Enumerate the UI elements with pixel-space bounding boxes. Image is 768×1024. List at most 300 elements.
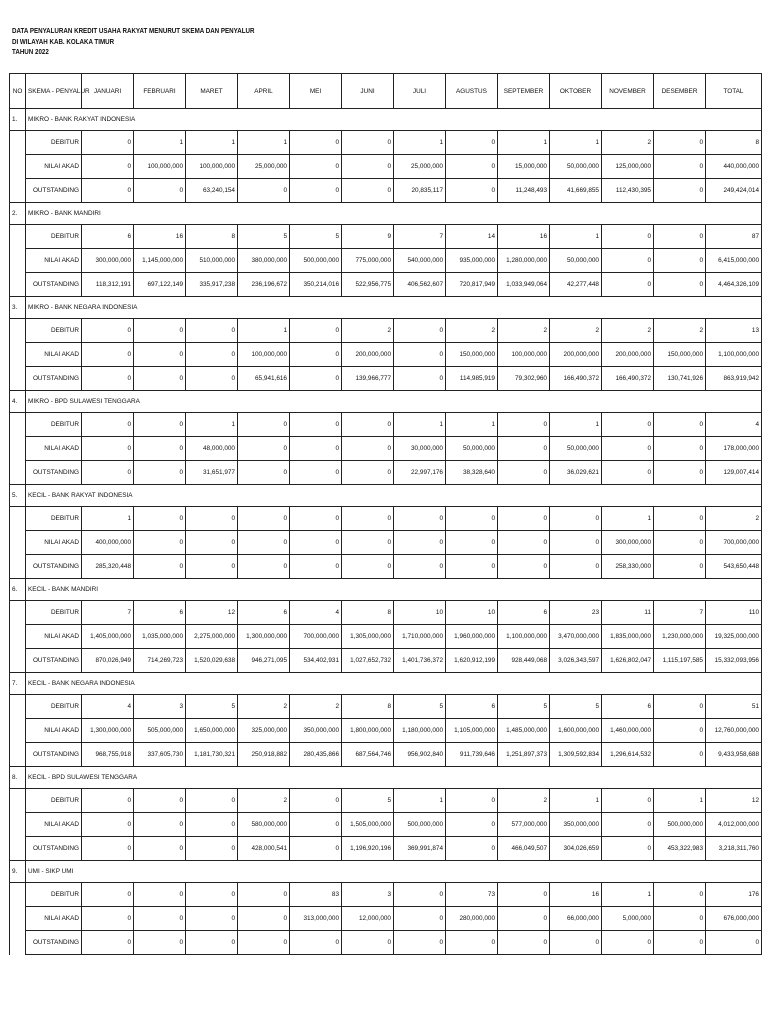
value-cell: 1,710,000,000 [394,625,446,649]
value-cell: 65,941,616 [238,367,290,391]
value-cell: 350,000,000 [290,719,342,743]
table-row [10,531,762,555]
value-cell: 7 [82,601,134,625]
table-row [10,883,762,907]
value-cell: 0 [238,931,290,955]
value-cell: 48,000,000 [186,437,238,461]
value-cell: 6 [446,695,498,719]
value-cell: 0 [654,907,706,931]
value-cell: 6 [498,601,550,625]
value-cell: 0 [290,837,342,861]
value-cell: 200,000,000 [550,343,602,367]
value-cell: 38,328,640 [446,461,498,485]
blank-cell [10,531,26,555]
header-april: APRIL [238,74,290,109]
total-cell: 6,415,000,000 [706,249,762,273]
header-desember: DESEMBER [654,74,706,109]
value-cell: 100,000,000 [134,155,186,179]
value-cell: 0 [290,461,342,485]
value-cell: 700,000,000 [290,625,342,649]
value-cell: 304,026,659 [550,837,602,861]
value-cell: 935,000,000 [446,249,498,273]
row-label: NILAI AKAD [26,343,82,367]
value-cell: 200,000,000 [602,343,654,367]
value-cell: 0 [394,319,446,343]
value-cell: 5 [290,225,342,249]
value-cell: 0 [134,883,186,907]
blank-cell [10,273,26,297]
value-cell: 8 [186,225,238,249]
value-cell: 79,302,960 [498,367,550,391]
value-cell: 0 [342,555,394,579]
blank-cell [10,789,26,813]
blank-cell [10,719,26,743]
table-row [10,555,762,579]
value-cell: 0 [446,837,498,861]
section-name: MIKRO - BANK MANDIRI [26,203,762,225]
value-cell: 2 [602,131,654,155]
value-cell: 928,449,068 [498,649,550,673]
value-cell: 166,490,372 [602,367,654,391]
value-cell: 0 [498,555,550,579]
header-juni: JUNI [342,74,394,109]
value-cell: 0 [134,461,186,485]
value-cell: 0 [654,225,706,249]
value-cell: 0 [290,413,342,437]
value-cell: 0 [238,555,290,579]
blank-cell [10,649,26,673]
value-cell: 166,490,372 [550,367,602,391]
value-cell: 0 [134,319,186,343]
value-cell: 66,000,000 [550,907,602,931]
total-cell: 51 [706,695,762,719]
table-row [10,625,762,649]
section-name: KECIL - BANK MANDIRI [26,579,762,601]
value-cell: 0 [446,531,498,555]
value-cell: 0 [82,131,134,155]
table-row [10,601,762,625]
value-cell: 16 [550,883,602,907]
value-cell: 0 [290,813,342,837]
header-mei: MEI [290,74,342,109]
total-cell: 9,433,958,688 [706,743,762,767]
value-cell: 0 [134,343,186,367]
value-cell: 2 [342,319,394,343]
value-cell: 0 [602,837,654,861]
value-cell: 2 [498,789,550,813]
value-cell: 8 [342,601,394,625]
value-cell: 0 [446,131,498,155]
value-cell: 0 [186,907,238,931]
value-cell: 114,985,919 [446,367,498,391]
value-cell: 1,196,920,196 [342,837,394,861]
table-row [10,649,762,673]
title-line-2: DI WILAYAH KAB. KOLAKA TIMUR [12,36,115,46]
value-cell: 0 [342,413,394,437]
table-row [10,907,762,931]
blank-cell [10,555,26,579]
value-cell: 0 [654,179,706,203]
value-cell: 870,026,949 [82,649,134,673]
value-cell: 3 [134,695,186,719]
value-cell: 350,000,000 [550,813,602,837]
value-cell: 3,470,000,000 [550,625,602,649]
blank-cell [10,249,26,273]
section-number: 9. [10,861,26,883]
row-label: NILAI AKAD [26,437,82,461]
value-cell: 2 [498,319,550,343]
value-cell: 0 [498,461,550,485]
value-cell: 0 [498,883,550,907]
value-cell: 0 [498,531,550,555]
value-cell: 0 [446,813,498,837]
value-cell: 0 [134,507,186,531]
blank-cell [10,461,26,485]
total-cell: 19,325,000,000 [706,625,762,649]
row-label: DEBITUR [26,789,82,813]
value-cell: 946,271,095 [238,649,290,673]
value-cell: 0 [654,413,706,437]
value-cell: 510,000,000 [186,249,238,273]
value-cell: 0 [602,813,654,837]
total-cell: 1,100,000,000 [706,343,762,367]
value-cell: 0 [654,555,706,579]
value-cell: 0 [186,789,238,813]
value-cell: 0 [82,319,134,343]
title-line-3: TAHUN 2022 [12,47,49,56]
value-cell: 2 [446,319,498,343]
value-cell: 0 [290,179,342,203]
value-cell: 0 [342,931,394,955]
section-row [10,861,762,883]
value-cell: 25,000,000 [394,155,446,179]
total-cell: 676,000,000 [706,907,762,931]
value-cell: 0 [550,931,602,955]
row-label: OUTSTANDING [26,461,82,485]
row-label: OUTSTANDING [26,649,82,673]
section-number: 1. [10,109,26,131]
value-cell: 0 [290,531,342,555]
value-cell: 500,000,000 [394,813,446,837]
value-cell: 0 [134,437,186,461]
value-cell: 100,000,000 [186,155,238,179]
section-name: MIKRO - BANK RAKYAT INDONESIA [26,109,762,131]
value-cell: 0 [602,931,654,955]
value-cell: 1,405,000,000 [82,625,134,649]
value-cell: 0 [602,225,654,249]
value-cell: 23 [550,601,602,625]
value-cell: 1,305,000,000 [342,625,394,649]
section-row [10,579,762,601]
value-cell: 73 [446,883,498,907]
value-cell: 7 [654,601,706,625]
value-cell: 0 [602,249,654,273]
value-cell: 20,835,117 [394,179,446,203]
header-maret: MARET [186,74,238,109]
row-label: NILAI AKAD [26,625,82,649]
total-cell: 543,650,448 [706,555,762,579]
value-cell: 1,300,000,000 [238,625,290,649]
value-cell: 8 [342,695,394,719]
section-name: KECIL - BANK RAKYAT INDONESIA [26,485,762,507]
blank-cell [10,367,26,391]
value-cell: 150,000,000 [446,343,498,367]
value-cell: 0 [498,437,550,461]
value-cell: 956,902,840 [394,743,446,767]
value-cell: 5 [186,695,238,719]
value-cell: 4 [290,601,342,625]
value-cell: 0 [394,931,446,955]
value-cell: 500,000,000 [654,813,706,837]
section-number: 5. [10,485,26,507]
total-cell: 129,007,414 [706,461,762,485]
table-row [10,225,762,249]
value-cell: 335,917,238 [186,273,238,297]
value-cell: 775,000,000 [342,249,394,273]
value-cell: 12,000,000 [342,907,394,931]
value-cell: 0 [654,249,706,273]
value-cell: 5 [498,695,550,719]
section-row [10,767,762,789]
value-cell: 100,000,000 [238,343,290,367]
value-cell: 911,739,646 [446,743,498,767]
blank-cell [10,179,26,203]
table-row [10,789,762,813]
value-cell: 1,180,000,000 [394,719,446,743]
value-cell: 0 [342,155,394,179]
total-cell: 110 [706,601,762,625]
section-row [10,673,762,695]
value-cell: 0 [82,343,134,367]
value-cell: 1,460,000,000 [602,719,654,743]
value-cell: 2 [290,695,342,719]
value-cell: 0 [602,789,654,813]
value-cell: 2 [602,319,654,343]
value-cell: 6 [134,601,186,625]
value-cell: 0 [134,179,186,203]
value-cell: 41,669,855 [550,179,602,203]
value-cell: 5 [550,695,602,719]
value-cell: 83 [290,883,342,907]
value-cell: 0 [82,789,134,813]
value-cell: 0 [498,907,550,931]
row-label: DEBITUR [26,883,82,907]
value-cell: 11 [602,601,654,625]
value-cell: 0 [394,343,446,367]
section-row [10,485,762,507]
value-cell: 1 [550,789,602,813]
value-cell: 2,275,000,000 [186,625,238,649]
section-row [10,391,762,413]
value-cell: 1,626,802,047 [602,649,654,673]
total-cell: 12,760,000,000 [706,719,762,743]
value-cell: 0 [134,789,186,813]
value-cell: 0 [82,461,134,485]
value-cell: 1,035,000,000 [134,625,186,649]
row-label: DEBITUR [26,225,82,249]
document-title [12,26,254,58]
row-label: OUTSTANDING [26,367,82,391]
value-cell: 0 [654,437,706,461]
section-number: 8. [10,767,26,789]
value-cell: 0 [186,367,238,391]
value-cell: 300,000,000 [602,531,654,555]
value-cell: 0 [550,555,602,579]
value-cell: 0 [238,461,290,485]
value-cell: 1,309,592,834 [550,743,602,767]
row-label: NILAI AKAD [26,907,82,931]
value-cell: 1 [394,789,446,813]
value-cell: 0 [238,413,290,437]
value-cell: 112,430,395 [602,179,654,203]
row-label: DEBITUR [26,413,82,437]
value-cell: 1,485,000,000 [498,719,550,743]
value-cell: 428,000,541 [238,837,290,861]
value-cell: 0 [186,343,238,367]
table-row [10,743,762,767]
value-cell: 0 [134,931,186,955]
row-label: OUTSTANDING [26,555,82,579]
value-cell: 150,000,000 [654,343,706,367]
value-cell: 0 [394,507,446,531]
table-row [10,179,762,203]
value-cell: 5 [238,225,290,249]
value-cell: 1,100,000,000 [498,625,550,649]
value-cell: 0 [446,931,498,955]
value-cell: 0 [342,531,394,555]
value-cell: 280,435,866 [290,743,342,767]
value-cell: 11,248,493 [498,179,550,203]
value-cell: 337,605,730 [134,743,186,767]
value-cell: 0 [290,343,342,367]
value-cell: 0 [654,883,706,907]
value-cell: 250,918,882 [238,743,290,767]
value-cell: 0 [290,555,342,579]
table-row [10,695,762,719]
total-cell: 178,000,000 [706,437,762,461]
value-cell: 1,401,736,372 [394,649,446,673]
value-cell: 0 [82,931,134,955]
blank-cell [10,343,26,367]
value-cell: 0 [134,531,186,555]
value-cell: 0 [654,531,706,555]
value-cell: 0 [186,931,238,955]
value-cell: 1,960,000,000 [446,625,498,649]
blank-cell [10,743,26,767]
value-cell: 1,181,730,321 [186,743,238,767]
value-cell: 5,000,000 [602,907,654,931]
header-oktober: OKTOBER [550,74,602,109]
blank-cell [10,907,26,931]
value-cell: 2 [238,695,290,719]
blank-cell [10,695,26,719]
value-cell: 300,000,000 [82,249,134,273]
value-cell: 50,000,000 [446,437,498,461]
value-cell: 36,029,621 [550,461,602,485]
total-cell: 3,218,311,760 [706,837,762,861]
table-row [10,437,762,461]
value-cell: 369,991,874 [394,837,446,861]
blank-cell [10,837,26,861]
section-number: 3. [10,297,26,319]
value-cell: 200,000,000 [342,343,394,367]
value-cell: 0 [82,907,134,931]
value-cell: 0 [446,789,498,813]
value-cell: 0 [654,719,706,743]
table-row [10,507,762,531]
value-cell: 1 [238,319,290,343]
value-cell: 0 [82,837,134,861]
table-row [10,719,762,743]
value-cell: 0 [186,319,238,343]
value-cell: 1 [550,225,602,249]
value-cell: 63,240,154 [186,179,238,203]
value-cell: 0 [290,437,342,461]
row-label: NILAI AKAD [26,531,82,555]
section-row [10,109,762,131]
value-cell: 1,251,897,373 [498,743,550,767]
value-cell: 4 [82,695,134,719]
table-row [10,813,762,837]
value-cell: 687,564,746 [342,743,394,767]
total-cell: 8 [706,131,762,155]
total-cell: 12 [706,789,762,813]
value-cell: 0 [186,813,238,837]
header-juli: JULI [394,74,446,109]
value-cell: 0 [342,507,394,531]
value-cell: 1 [238,131,290,155]
value-cell: 50,000,000 [550,155,602,179]
header-januari: JANUARI [82,74,134,109]
value-cell: 0 [82,437,134,461]
value-cell: 453,322,983 [654,837,706,861]
section-name: UMI - SIKP UMI [26,861,762,883]
value-cell: 0 [238,531,290,555]
value-cell: 1,115,197,585 [654,649,706,673]
value-cell: 0 [342,461,394,485]
value-cell: 0 [290,367,342,391]
value-cell: 1,650,000,000 [186,719,238,743]
value-cell: 0 [290,319,342,343]
value-cell: 125,000,000 [602,155,654,179]
header-februari: FEBRUARI [134,74,186,109]
value-cell: 0 [602,461,654,485]
value-cell: 1,027,652,732 [342,649,394,673]
row-label: NILAI AKAD [26,719,82,743]
value-cell: 0 [238,437,290,461]
value-cell: 0 [82,367,134,391]
value-cell: 50,000,000 [550,249,602,273]
value-cell: 0 [654,273,706,297]
value-cell: 500,000,000 [290,249,342,273]
value-cell: 400,000,000 [82,531,134,555]
value-cell: 0 [134,813,186,837]
value-cell: 1,505,000,000 [342,813,394,837]
value-cell: 0 [134,555,186,579]
value-cell: 5 [342,789,394,813]
value-cell: 522,956,775 [342,273,394,297]
row-label: OUTSTANDING [26,931,82,955]
value-cell: 10 [446,601,498,625]
value-cell: 0 [446,507,498,531]
value-cell: 720,817,949 [446,273,498,297]
header-november: NOVEMBER [602,74,654,109]
value-cell: 1,800,000,000 [342,719,394,743]
value-cell: 0 [342,131,394,155]
value-cell: 0 [446,179,498,203]
blank-cell [10,155,26,179]
table-row [10,273,762,297]
